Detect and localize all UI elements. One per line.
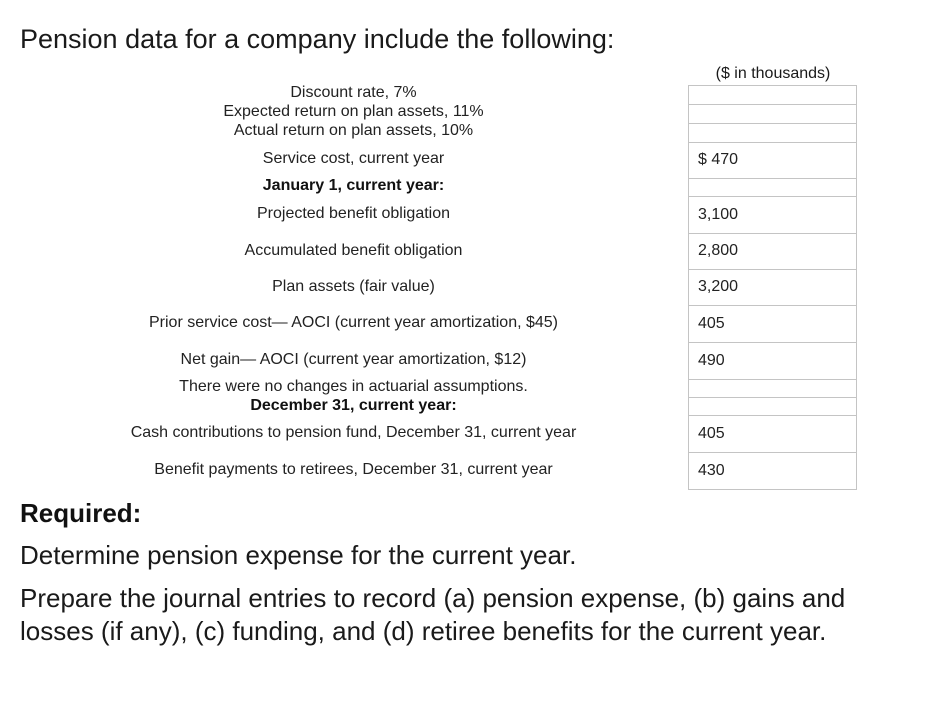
- required-item-expense: Determine pension expense for the current year.: [20, 540, 577, 570]
- row-label-prior-service-cost: Prior service cost— AOCI (current year amortization, $45): [148, 314, 559, 331]
- value-cell-prior-service-cost: 405: [688, 305, 857, 343]
- row-label-net-gain: Net gain— AOCI (current year amortization, $12): [180, 351, 527, 368]
- row-label-actual-return: Actual return on plan assets, 10%: [233, 122, 474, 139]
- row-label-abo: Accumulated benefit obligation: [244, 242, 463, 259]
- value-cell-discount-rate: [688, 85, 857, 105]
- value-cell-cash-contributions: 405: [688, 415, 857, 453]
- row-label-cash-contributions: Cash contributions to pension fund, December 31, current year: [130, 424, 577, 441]
- row-label-expected-return: Expected return on plan assets, 11%: [223, 103, 484, 120]
- value-cell-expected-return: [688, 104, 857, 124]
- required-item-journal-entries: Prepare the journal entries to record (a) pension expense, (b) gains and losses (if any), (c) funding, and (d) retiree benefits for the current year.: [20, 583, 846, 646]
- required-heading: Required:: [20, 498, 142, 528]
- value-cell-plan-assets: 3,200: [688, 269, 857, 306]
- row-label-plan-assets: Plan assets (fair value): [272, 278, 435, 295]
- value-cell-net-gain: 490: [688, 342, 857, 380]
- row-label-service-cost: Service cost, current year: [262, 150, 445, 167]
- value-cell-december-heading: [688, 397, 857, 416]
- value-cell-january-heading: [688, 178, 857, 197]
- units-label: ($ in thousands): [715, 65, 831, 82]
- value-cell-actual-return: [688, 123, 857, 143]
- row-label-pbo: Projected benefit obligation: [256, 205, 451, 222]
- row-label-no-changes: There were no changes in actuarial assumptions.: [179, 378, 528, 395]
- row-label-benefit-payments: Benefit payments to retirees, December 31, current year: [154, 461, 553, 478]
- page-title: Pension data for a company include the following:: [20, 24, 615, 54]
- value-cell-pbo: 3,100: [688, 196, 857, 234]
- value-cell-no-changes: [688, 379, 857, 398]
- row-label-discount-rate: Discount rate, 7%: [290, 84, 417, 101]
- row-label-january-heading: January 1, current year:: [262, 177, 445, 194]
- value-cell-service-cost: $ 470: [688, 142, 857, 179]
- row-label-december-heading: December 31, current year:: [250, 397, 457, 414]
- value-cell-abo: 2,800: [688, 233, 857, 270]
- value-cell-benefit-payments: 430: [688, 452, 857, 490]
